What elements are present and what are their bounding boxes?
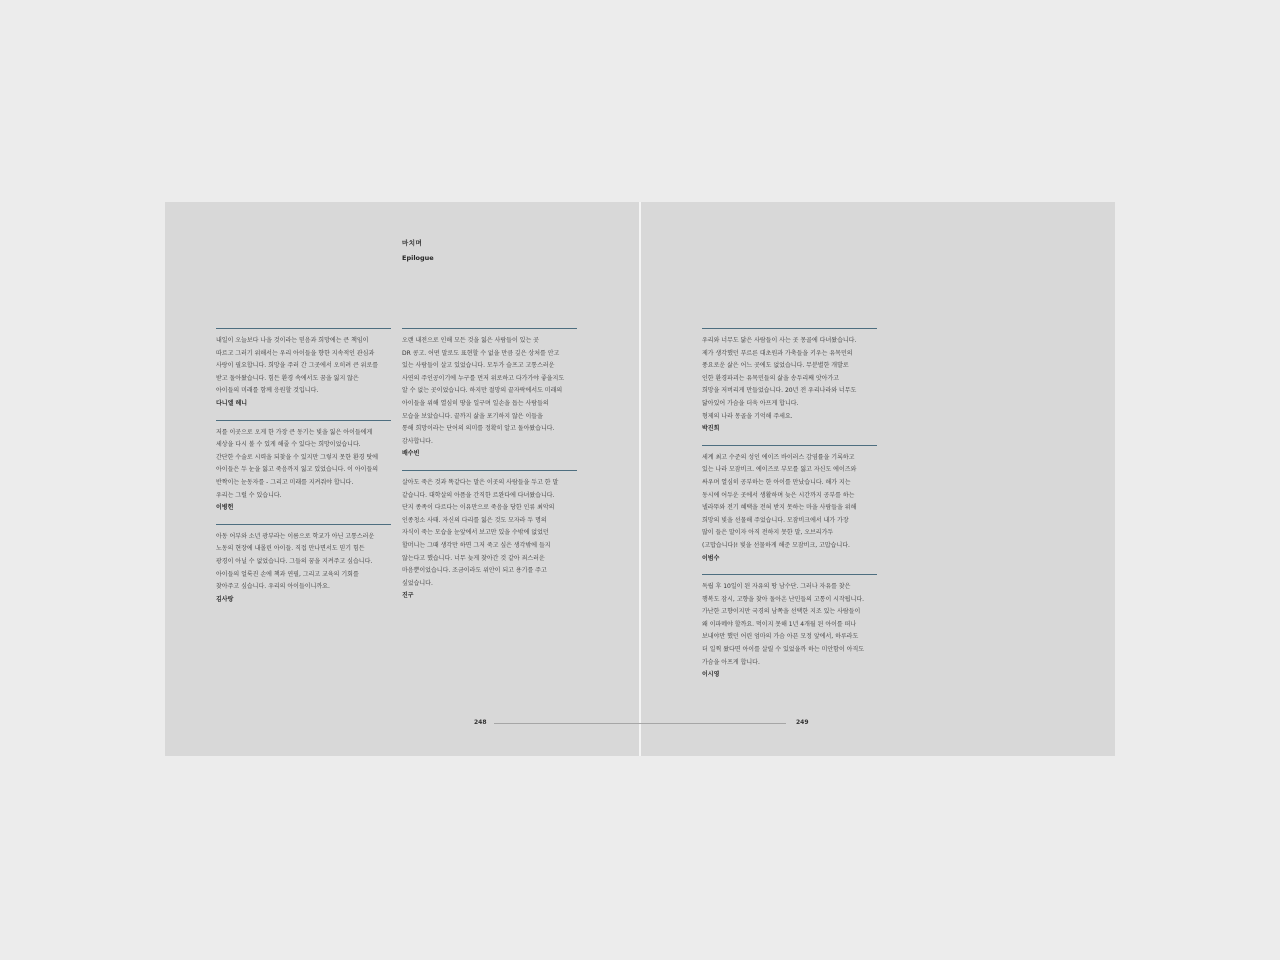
message-author: 배수빈 xyxy=(402,450,420,458)
message-body: 저를 이곳으로 오게 한 가장 큰 동기는 빛을 잃은 아이들에게 세상을 다시 볼 수 있게 해줄 수 있다는 희망이었습니다. 간단한 수술로 시력을 되찾을 수 있지만 그렇지 못한 환경 탓에 아이들은 두 눈을 잃고 죽음까지 잃고 있었습니다. 이 아이들의 반짝이는 눈동자를 - 그리고 미래를 지켜줘야 합니다. 우리는 그럴 수 있습니다. xyxy=(216,428,379,499)
message-body: 독립 후 10일이 된 자유의 땅 남수단. 그러나 자유를 찾은 행복도 잠시, 고향을 찾아 돌아온 난민들의 고통이 시작됩니다. 가난한 고향이지만 국경의 남쪽을 선택한 지조 있는 사람들이 왜 이파메야 할까요. 먹이지 못해 1년 4개월 된 아이를 떠나 보내야만 했던 어린 엄마의 가슴 아픈 모정 앞에서, 하루라도 더 일찍 왔다면 아이를 살릴 수 있었을까 하는 미안함이 아직도 가슴을 아프게 합니다. xyxy=(702,583,865,666)
message-entry xyxy=(402,328,577,465)
message-body: 아동 어부와 소년 광부라는 이름으로 학교가 아닌 고통스러운 노동의 현장에 내몰린 아이들. 직접 만나면서도 믿기 힘든 광경이 아닐 수 없었습니다. 그들의 꿈을 지켜주고 싶습니다. 아이들의 얼룩진 손에 책과 연필, 그리고 교육의 기회를 찾아주고 싶습니다. 우리의 아이들이니까요. xyxy=(216,532,375,591)
message-author: 박진희 xyxy=(702,425,720,433)
chapter-title-korean: 마치며 xyxy=(402,239,423,247)
text-column-2 xyxy=(402,328,577,612)
message-author: 김사랑 xyxy=(216,595,234,603)
page-number-left: 248 xyxy=(474,719,487,726)
book-spread xyxy=(165,202,1115,756)
footer-rule xyxy=(494,723,786,724)
message-author: 이시영 xyxy=(702,671,720,679)
message-entry xyxy=(216,420,391,519)
message-entry xyxy=(702,328,877,440)
text-column-3 xyxy=(702,328,877,691)
chapter-heading xyxy=(402,239,434,263)
message-author: 진구 xyxy=(402,592,414,600)
page-number-right: 249 xyxy=(796,719,809,726)
message-entry xyxy=(702,445,877,569)
message-entry xyxy=(702,574,877,686)
message-body: 세계 최고 수준의 성인 에이즈 바이러스 감염률을 기록하고 있는 나라 모잠비크. 에이즈로 부모를 잃고 자신도 에이즈와 싸우며 열심히 공부하는 한 아이를 만났습니다. 해가 지는 동시에 어두운 곳에서 생활하며 늦은 시간까지 공부를 하는 넬라뚜와 전기 혜택을 전혀 받지 못하는 마을 사람들을 위해 희망의 빛을 선물해 주었습니다. 모잠비크에서 내가 가장 많이 들은 말이자 아직 전하지 못한 말, 오브리가두 (고맙습니다)! 빛을 선물하게 해준 모잠비크, 고맙습니다. xyxy=(702,453,857,549)
message-body: 살아도 죽은 것과 똑같다는 말은 이곳의 사람들을 두고 한 말 같습니다. 대학살의 아픔을 간직한 르완다에 다녀왔습니다. 단지 종족이 다르다는 이유만으로 죽음을 당한 인류 최악의 인종청소 사태. 자신의 다리를 잃은 것도 모자라 두 명의 자식이 죽는 모습을 눈앞에서 보고만 있을 수밖에 없었던 할머니는 그때 생각만 하면 그저 죽고 싶은 생각밖에 들지 않는다고 했습니다. 너무 늦게 찾아간 것 같아 죄스러운 마음뿐이었습니다. 조금이라도 위안이 되고 용기를 주고 싶었습니다. xyxy=(402,478,559,587)
message-entry xyxy=(216,524,391,611)
chapter-title-english: Epilogue xyxy=(402,254,434,262)
message-body: 오랜 내전으로 인해 모든 것을 잃은 사람들이 있는 곳 DR 콩고. 어떤 말로도 표현할 수 없을 만큼 깊은 상처를 안고 있는 사람들이 살고 있었습니다. 모두가 슬프고 고통스러운 사연의 주인공이기에 누구를 먼저 위로하고 다가가야 좋을지도 알 수 없는 곳이었습니다. 하지만 절망의 끝자락에서도 미래의 아이들을 위해 열심히 땅을 일구며 일손을 돕는 사람들의 모습을 보았습니다. 끝까지 삶을 포기하지 않은 이들을 통해 희망이라는 단어의 의미를 정확히 알고 돌아왔습니다. 감사합니다. xyxy=(402,337,565,445)
message-entry xyxy=(216,328,391,415)
book-gutter xyxy=(639,202,641,756)
message-body: 내일이 오늘보다 나을 것이라는 믿음과 희망에는 큰 책임이 따르고 그러기 위해서는 우리 아이들을 향한 지속적인 관심과 사랑이 필요합니다. 희망을 주러 간 그곳에서 오히려 큰 위로를 받고 돌아왔습니다. 힘든 환경 속에서도 꿈을 잃지 않은 아이들의 미래를 함께 응원할 것입니다. xyxy=(216,337,379,395)
message-body: 우리와 너무도 닮은 사람들이 사는 곳 몽골에 다녀왔습니다. 제가 생각했던 푸르른 대초원과 가축들을 키우는 유목민의 풍요로운 삶은 어느 곳에도 없었습니다. 무분별한 개발로 인한 환경파괴는 유목민들의 삶을 송두리째 앗아가고 희망을 저버리게 만들었습니다. 20년 전 우리나라와 너무도 닮아있어 가슴을 더욱 아프게 합니다. 형제의 나라 몽골을 기억해 주세요. xyxy=(702,337,857,420)
text-column-1 xyxy=(216,328,391,615)
message-entry xyxy=(402,470,577,607)
message-author: 이병헌 xyxy=(216,504,234,512)
message-author: 이범수 xyxy=(702,554,720,562)
message-author: 다니엘 헤니 xyxy=(216,399,248,407)
